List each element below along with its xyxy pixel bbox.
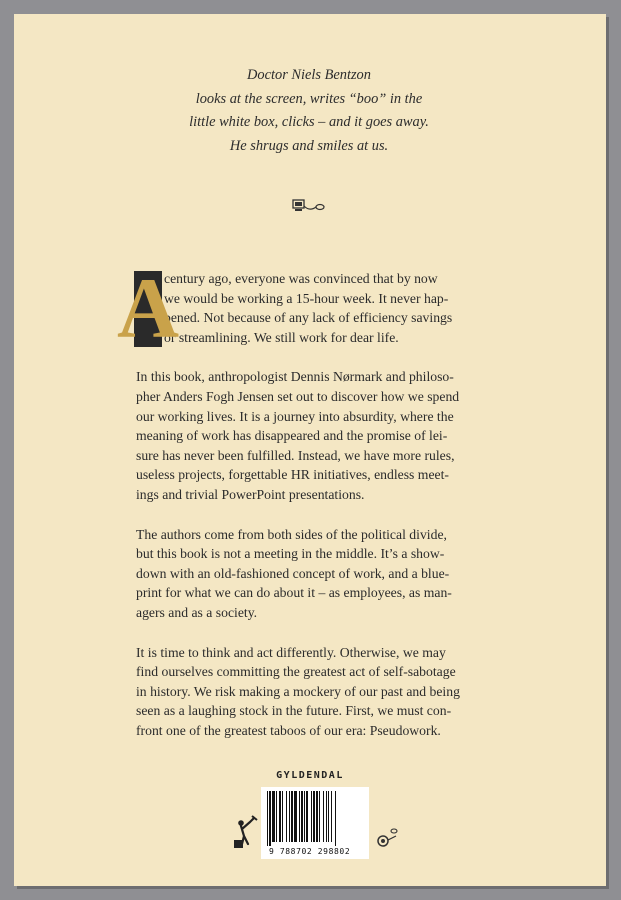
computer-mouse-ornament-icon [292,198,328,214]
barcode-bar [289,791,290,842]
text-line: find ourselves committing the greatest act of self-sabotage [136,664,456,680]
text-line: The authors come from both sides of the political divide, [136,526,447,542]
text-line: pher Anders Fogh Jensen set out to discover how we spend [136,388,460,404]
text-line: agers and as a society. [136,604,258,620]
text-line: down with an old-fashioned concept of work, and a blue- [136,565,450,581]
text-line: print for what we can do about it – as employees, as man- [136,585,452,601]
paragraph-political [136,525,496,623]
barcode-bar [311,791,312,842]
text-line: but this book is not a meeting in the middle. It’s a show- [136,546,445,562]
text-line: useless projects, forgettable HR initiatives, endless meet- [136,467,449,483]
dropcap-glyph: A [116,260,180,356]
paragraph-authors [136,367,496,504]
barcode-bar [313,791,315,842]
intro-paragraph [116,260,496,356]
barcode-bar [291,791,293,842]
barcode-bar [276,791,277,842]
barcode-bar [331,791,332,842]
barcode-bar [326,791,327,842]
text-line: pened. Not because of any lack of efficiency savings [164,310,453,326]
text-line: seen as a laughing stock in the future. First, we must con- [136,703,452,719]
blurb-text [116,260,496,740]
quote-line: looks at the screen, writes “boo” in the [195,90,423,107]
text-line: century ago, everyone was convinced that by now [164,271,438,286]
dropcap-letter [116,260,180,356]
barcode-bar [323,791,324,842]
barcode-bar [304,791,305,842]
barcode-bar [269,791,271,846]
back-cover [14,14,606,886]
barcode-bar [294,791,297,842]
isbn-barcode [261,787,369,859]
barcode-bar [319,791,320,842]
isbn-number: 9 788702 298802 [269,847,351,856]
quote-line: He shrugs and smiles at us. [229,137,389,154]
barcode-bar [328,791,329,842]
barcode-bar [267,791,268,846]
barcode-bar [306,791,308,842]
text-line: In this book, anthropologist Dennis Nørmark and philoso- [136,369,454,385]
barcode-bar [282,791,283,842]
text-line: in history. We risk making a mockery of our past and being [136,683,460,699]
barcode-bar [316,791,318,842]
epigraph-quote [74,64,544,158]
text-line: we would be working a 15-hour week. It never hap- [164,290,449,306]
paragraph-conclusion [136,643,496,741]
text-line: It is time to think and act differently. Otherwise, we may [136,644,446,660]
barcode-bars [267,791,363,846]
barcode-bar [335,791,336,846]
text-line: meaning of work has disappeared and the promise of lei- [136,428,448,444]
publisher-name: GYLDENDAL [276,770,344,781]
barcode-bar [301,791,303,842]
figure-with-sign-logo-icon [232,814,258,850]
text-line: our working lives. It is a journey into absurdity, where the [136,408,454,424]
text-line: front one of the greatest taboos of our era: Pseudowork. [136,722,441,738]
quote-line: little white box, clicks – and it goes away. [189,114,429,130]
quote-line: Doctor Niels Bentzon [247,67,371,83]
barcode-bar [299,791,300,842]
barcode-bar [279,791,281,842]
text-line: sure has never been fulfilled. Instead, we have more rules, [136,447,455,463]
barcode-bar [286,791,287,842]
barcode-bar [272,791,275,842]
text-line: ings and trivial PowerPoint presentations. [136,486,365,502]
reel-logo-icon [376,826,400,848]
text-line: or streamlining. We still work for dear life. [164,329,399,345]
